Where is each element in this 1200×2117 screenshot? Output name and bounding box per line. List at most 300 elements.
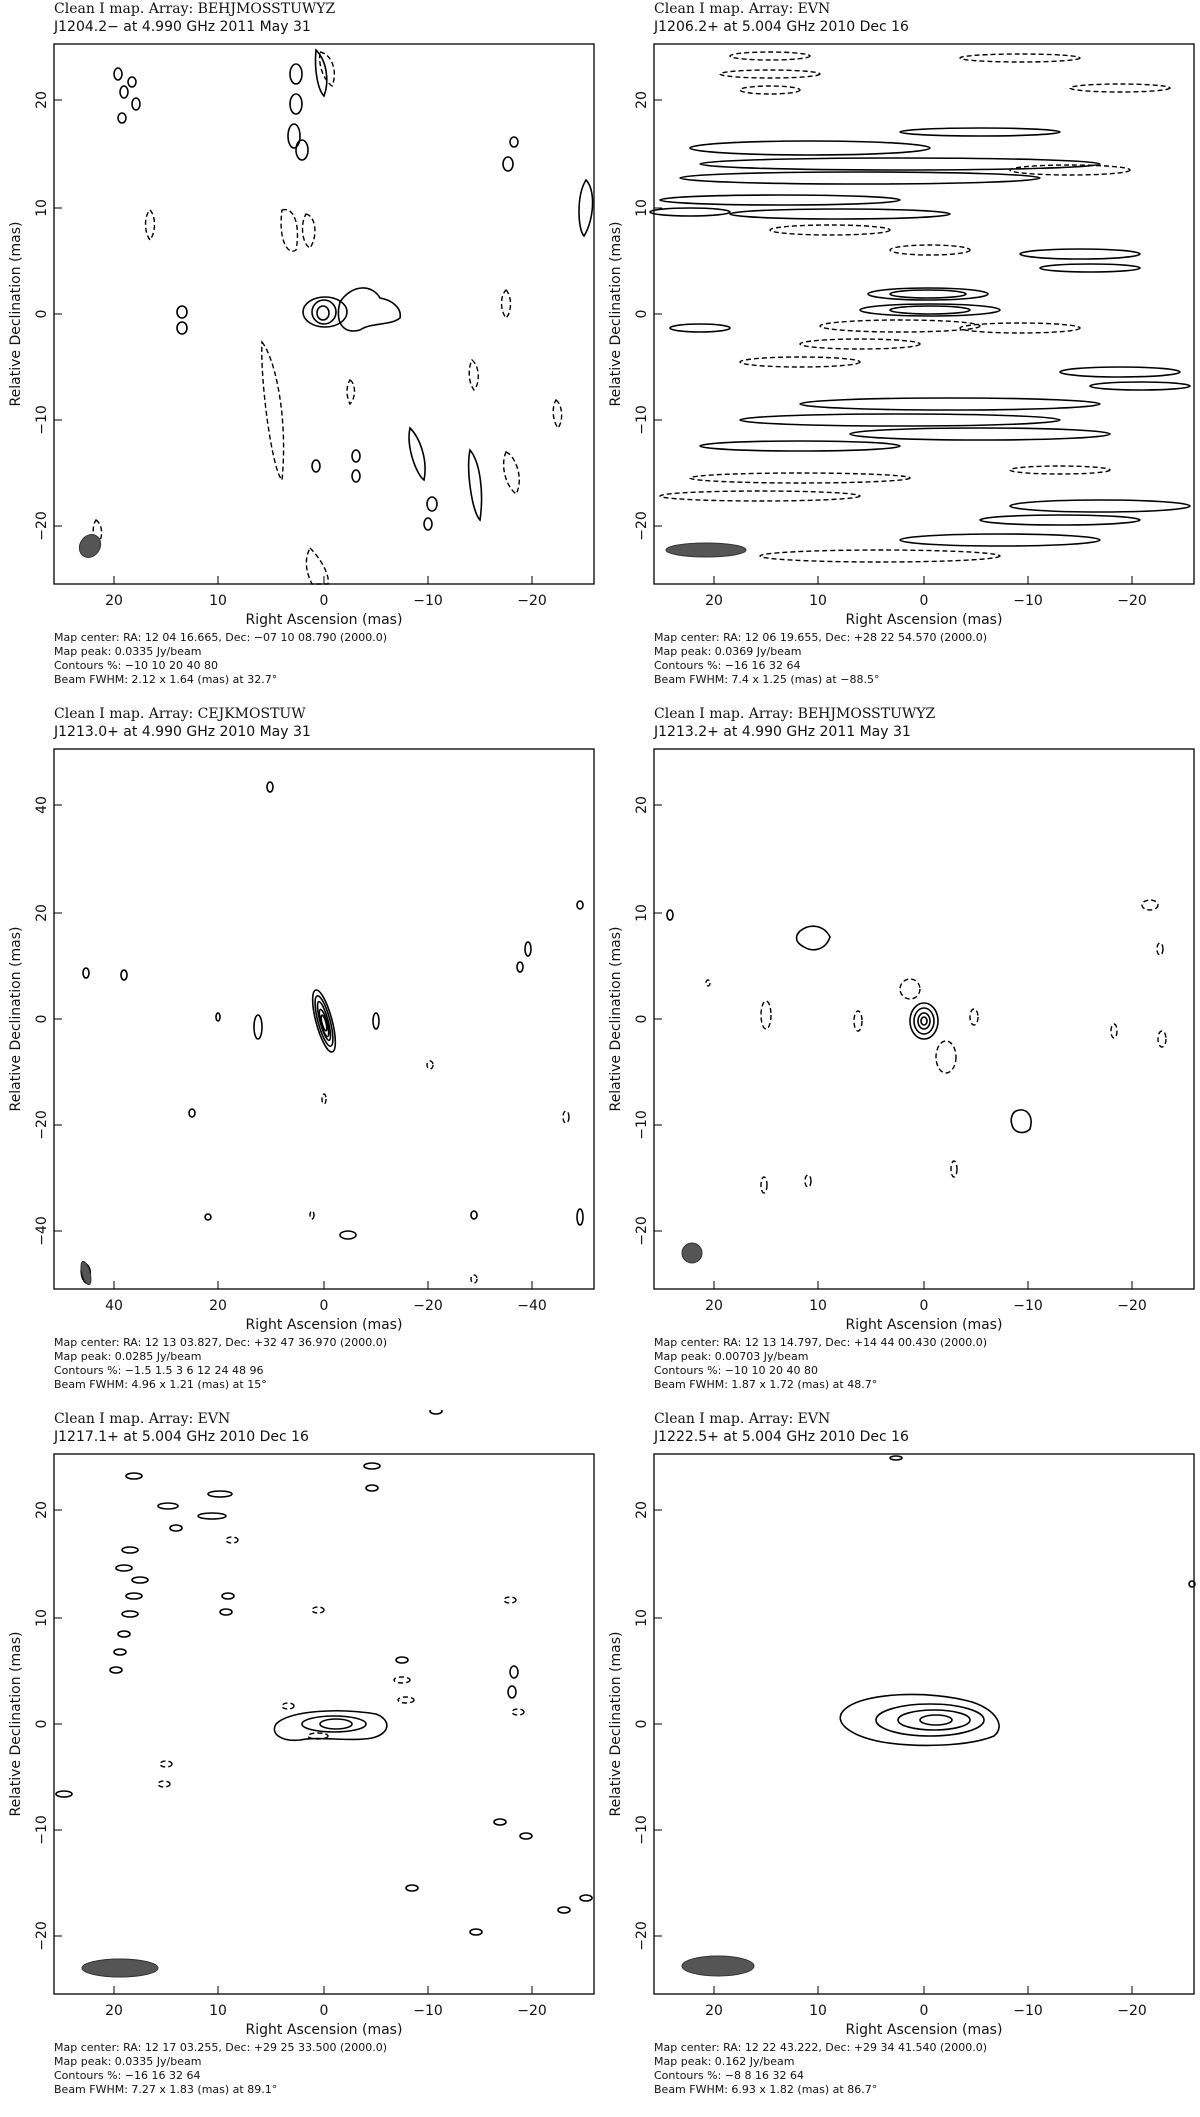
- contours-text: Contours %: −16 16 32 64: [54, 2069, 201, 2082]
- negative-contour: [563, 1111, 569, 1123]
- x-ticks: [705, 1986, 1147, 2019]
- negative-contour: [226, 1537, 238, 1543]
- negative-contour: [900, 979, 920, 999]
- x-tick-label: −10: [413, 2003, 443, 2019]
- negative-contour: [660, 491, 860, 501]
- x-tick-label: −10: [1013, 593, 1043, 609]
- positive-contour: [730, 209, 950, 219]
- x-tick-label: −20: [517, 593, 547, 609]
- map-center-text: Map center: RA: 12 13 03.827, Dec: +32 47 36.970 (2000.0): [54, 1336, 388, 1349]
- x-ticks: [105, 1986, 547, 2019]
- x-tick-label: 20: [105, 2003, 123, 2019]
- y-ticks: [634, 91, 662, 541]
- y-tick-label: 0: [634, 1014, 650, 1024]
- positive-contour: [918, 1013, 930, 1029]
- panel-subtitle: J1222.5+ at 5.004 GHz 2010 Dec 16: [654, 1429, 909, 1445]
- x-tick-label: −20: [517, 2003, 547, 2019]
- positive-contour: [525, 942, 531, 956]
- positive-contour: [288, 124, 300, 148]
- contours: [650, 52, 1190, 562]
- negative-contour: [158, 1781, 170, 1787]
- y-tick-label: 20: [634, 91, 650, 109]
- x-tick-label: 10: [209, 593, 227, 609]
- positive-contour: [558, 1907, 570, 1913]
- positive-contour: [700, 158, 1100, 170]
- negative-contour: [504, 452, 520, 494]
- x-axis-label: Right Ascension (mas): [245, 1317, 403, 1333]
- beam-shape: [666, 543, 746, 557]
- x-tick-label: 20: [705, 593, 723, 609]
- plot-frame: [54, 1454, 594, 1994]
- beam-shape: [82, 1959, 158, 1977]
- x-tick-label: 0: [319, 593, 329, 609]
- positive-contour: [114, 68, 122, 80]
- contour-map: [0, 1410, 600, 2115]
- negative-contour: [1010, 466, 1110, 474]
- negative-contour: [394, 1677, 410, 1683]
- positive-contour: [503, 157, 513, 171]
- negative-contour: [512, 1709, 524, 1715]
- positive-contour: [850, 428, 1110, 440]
- positive-contour: [189, 1109, 195, 1117]
- positive-contour: [650, 208, 730, 216]
- x-tick-label: 0: [919, 2003, 929, 2019]
- negative-contour: [469, 360, 478, 390]
- y-tick-label: 0: [34, 309, 50, 319]
- y-tick-label: −20: [634, 511, 650, 541]
- y-axis-label: Relative Declination (mas): [608, 1631, 624, 1817]
- positive-contour: [580, 1895, 592, 1901]
- negative-contour: [1070, 84, 1170, 92]
- contours-text: Contours %: −10 10 20 40 80: [54, 659, 218, 672]
- plot-frame: [54, 44, 594, 584]
- negative-contour: [281, 210, 297, 252]
- negative-contour: [970, 1009, 978, 1025]
- beam-ellipse: [682, 1956, 754, 1976]
- positive-contour: [660, 195, 900, 205]
- positive-contour: [290, 64, 302, 84]
- positive-contour: [118, 1631, 130, 1637]
- x-axis-label: Right Ascension (mas): [245, 612, 403, 628]
- positive-contour: [1060, 367, 1180, 377]
- positive-contour: [220, 1609, 232, 1615]
- y-tick-label: 10: [634, 1609, 650, 1627]
- positive-contour: [430, 1410, 442, 1414]
- contours-text: Contours %: −16 16 32 64: [654, 659, 801, 672]
- negative-contour: [890, 245, 970, 255]
- positive-contour: [670, 324, 730, 332]
- positive-contour: [177, 306, 187, 318]
- y-tick-label: −10: [634, 1110, 650, 1140]
- positive-contour: [56, 1791, 72, 1797]
- positive-contour: [83, 968, 89, 978]
- positive-contour: [198, 1513, 226, 1519]
- positive-contour: [320, 1719, 352, 1729]
- positive-contour: [267, 782, 273, 792]
- contours-text: Contours %: −10 10 20 40 80: [654, 1364, 818, 1377]
- contour-map: [600, 1410, 1200, 2115]
- x-tick-label: 20: [105, 593, 123, 609]
- positive-contour: [132, 1577, 148, 1583]
- positive-contour: [118, 113, 126, 123]
- beam-ellipse: [666, 543, 746, 557]
- negative-contour: [936, 1041, 956, 1073]
- negative-contour: [730, 52, 810, 60]
- contours: [56, 1410, 592, 1935]
- x-tick-label: −40: [517, 1298, 547, 1314]
- map-peak-text: Map peak: 0.0335 Jy/beam: [54, 2055, 202, 2068]
- negative-contour: [720, 70, 820, 78]
- y-axis-label: Relative Declination (mas): [8, 221, 24, 407]
- beam-shape: [682, 1956, 754, 1976]
- contour-map: [600, 0, 1200, 705]
- negative-contour: [1142, 900, 1158, 910]
- x-tick-label: −20: [413, 1298, 443, 1314]
- y-tick-label: 0: [34, 1719, 50, 1729]
- y-ticks: [34, 91, 62, 541]
- positive-contour: [352, 470, 360, 482]
- x-tick-label: 10: [209, 2003, 227, 2019]
- y-tick-label: −10: [634, 405, 650, 435]
- y-axis-label: Relative Declination (mas): [8, 926, 24, 1112]
- negative-contour: [740, 86, 800, 94]
- panel-title: Clean I map. Array: CEJKMOSTUW: [54, 706, 306, 722]
- map-center-text: Map center: RA: 12 06 19.655, Dec: +28 22 54.570 (2000.0): [654, 631, 988, 644]
- map-center-text: Map center: RA: 12 13 14.797, Dec: +14 44 00.430 (2000.0): [654, 1336, 988, 1349]
- positive-contour: [122, 1547, 138, 1553]
- x-ticks: [105, 576, 547, 609]
- panel-subtitle: J1206.2+ at 5.004 GHz 2010 Dec 16: [654, 19, 909, 35]
- panel-title: Clean I map. Array: BEHJMOSSTUWYZ: [654, 706, 936, 722]
- y-tick-label: 10: [634, 199, 650, 217]
- positive-contour: [890, 1456, 902, 1460]
- negative-contour: [312, 1607, 324, 1613]
- negative-contour: [770, 225, 890, 235]
- positive-contour: [1040, 264, 1140, 272]
- negative-contour: [1111, 1024, 1117, 1038]
- x-tick-label: 10: [809, 593, 827, 609]
- negative-contour: [960, 54, 1080, 62]
- positive-contour: [274, 1711, 386, 1740]
- map-panel-j1204: [0, 0, 600, 705]
- negative-contour: [282, 1703, 294, 1709]
- y-tick-label: 20: [634, 796, 650, 814]
- positive-contour: [898, 1710, 970, 1730]
- x-tick-label: −10: [1013, 2003, 1043, 2019]
- negative-contour: [760, 550, 1000, 562]
- beam-fwhm-text: Beam FWHM: 7.27 x 1.83 (mas) at 89.1°: [54, 2083, 278, 2096]
- map-peak-text: Map peak: 0.162 Jy/beam: [654, 2055, 795, 2068]
- positive-contour: [312, 460, 320, 472]
- negative-contour: [800, 339, 920, 349]
- beam-shape: [75, 530, 105, 561]
- positive-contour: [409, 428, 425, 480]
- panel-subtitle: J1213.0+ at 4.990 GHz 2010 May 31: [54, 724, 311, 740]
- positive-contour: [340, 1231, 356, 1239]
- beam-ellipse: [75, 530, 105, 561]
- y-tick-label: 20: [34, 91, 50, 109]
- y-ticks: [634, 1501, 662, 1951]
- map-peak-text: Map peak: 0.0335 Jy/beam: [54, 645, 202, 658]
- panel-subtitle: J1217.1+ at 5.004 GHz 2010 Dec 16: [54, 1429, 309, 1445]
- y-tick-label: 0: [634, 1719, 650, 1729]
- panel-title: Clean I map. Array: BEHJMOSSTUWYZ: [54, 1, 336, 17]
- contours: [93, 50, 592, 584]
- x-tick-label: 20: [705, 2003, 723, 2019]
- y-axis-label: Relative Declination (mas): [8, 1631, 24, 1817]
- positive-contour: [158, 1503, 178, 1509]
- y-tick-label: 0: [34, 1014, 50, 1024]
- negative-contour: [740, 357, 860, 367]
- positive-contour: [1011, 1110, 1031, 1133]
- positive-contour: [120, 86, 128, 98]
- negative-contour: [502, 290, 511, 318]
- positive-contour: [1090, 382, 1190, 390]
- y-axis-label: Relative Declination (mas): [608, 926, 624, 1112]
- positive-contour: [427, 497, 437, 511]
- x-tick-label: 10: [809, 1298, 827, 1314]
- positive-contour: [222, 1593, 234, 1599]
- x-tick-label: 20: [705, 1298, 723, 1314]
- y-tick-label: −20: [34, 1110, 50, 1140]
- positive-contour: [690, 141, 930, 155]
- positive-contour: [890, 306, 970, 314]
- negative-contour: [805, 1175, 811, 1187]
- negative-contour: [504, 1597, 516, 1603]
- contours: [667, 900, 1166, 1193]
- y-ticks: [34, 796, 62, 1246]
- positive-contour: [396, 1657, 408, 1663]
- positive-contour: [470, 1929, 482, 1935]
- y-axis-label: Relative Declination (mas): [608, 221, 624, 407]
- positive-contour: [680, 172, 1040, 184]
- positive-contour: [980, 515, 1140, 525]
- contour-map: [0, 705, 600, 1410]
- positive-contour: [520, 1833, 532, 1839]
- positive-contour: [800, 398, 1100, 410]
- x-ticks: [105, 1281, 547, 1314]
- y-tick-label: 10: [34, 1609, 50, 1627]
- y-tick-label: −10: [34, 405, 50, 435]
- contours: [840, 1456, 1195, 1745]
- negative-contour: [690, 473, 910, 483]
- positive-contour: [315, 50, 326, 96]
- negative-contour: [951, 1161, 957, 1177]
- positive-contour: [424, 518, 432, 530]
- negative-contour: [427, 1061, 433, 1069]
- x-tick-label: 0: [319, 2003, 329, 2019]
- y-tick-label: −20: [34, 1921, 50, 1951]
- negative-contour: [761, 1177, 767, 1193]
- positive-contour: [290, 94, 302, 114]
- beam-shape: [682, 1243, 702, 1263]
- positive-contour: [216, 1013, 220, 1021]
- positive-contour: [406, 1885, 418, 1891]
- x-tick-label: −10: [413, 593, 443, 609]
- map-panel-j1213-0: [0, 705, 600, 1410]
- positive-contour: [205, 1214, 211, 1220]
- map-panel-j1217: [0, 1410, 600, 2115]
- map-center-text: Map center: RA: 12 17 03.255, Dec: +29 25 33.500 (2000.0): [54, 2041, 388, 2054]
- negative-contour: [1158, 1031, 1166, 1047]
- positive-contour: [114, 1649, 126, 1655]
- positive-contour: [579, 180, 593, 236]
- positive-contour: [921, 1017, 927, 1025]
- x-ticks: [705, 576, 1147, 609]
- positive-contour: [517, 962, 523, 972]
- map-panel-j1222: [600, 1410, 1200, 2115]
- panel-subtitle: J1204.2− at 4.990 GHz 2011 May 31: [54, 19, 311, 35]
- beam-fwhm-text: Beam FWHM: 1.87 x 1.72 (mas) at 48.7°: [654, 1378, 878, 1391]
- positive-contour: [510, 137, 518, 147]
- negative-contour: [310, 1211, 314, 1219]
- y-tick-label: −40: [34, 1216, 50, 1246]
- y-tick-label: −20: [634, 1216, 650, 1246]
- positive-contour: [126, 1473, 142, 1479]
- x-ticks: [705, 1281, 1147, 1314]
- positive-contour: [508, 1686, 516, 1698]
- negative-contour: [553, 400, 561, 428]
- negative-contour: [398, 1697, 414, 1703]
- negative-contour: [471, 1275, 477, 1283]
- positive-contour: [308, 988, 340, 1054]
- positive-contour: [510, 1666, 518, 1678]
- contours-text: Contours %: −8 8 16 32 64: [654, 2069, 804, 2082]
- x-tick-label: 0: [319, 1298, 329, 1314]
- negative-contour: [160, 1761, 172, 1767]
- y-tick-label: 40: [34, 796, 50, 814]
- positive-contour: [890, 290, 966, 298]
- y-ticks: [34, 1501, 62, 1951]
- beam-fwhm-text: Beam FWHM: 4.96 x 1.21 (mas) at 15°: [54, 1378, 267, 1391]
- positive-contour: [469, 450, 482, 520]
- x-tick-label: 10: [809, 2003, 827, 2019]
- positive-contour: [116, 1565, 132, 1571]
- positive-contour: [366, 1485, 378, 1491]
- map-peak-text: Map peak: 0.00703 Jy/beam: [654, 1350, 809, 1363]
- contours-text: Contours %: −1.5 1.5 3 6 12 24 48 96: [54, 1364, 264, 1377]
- map-center-text: Map center: RA: 12 04 16.665, Dec: −07 10 08.790 (2000.0): [54, 631, 388, 644]
- map-panel-j1213-2: [600, 705, 1200, 1410]
- plot-frame: [654, 749, 1194, 1289]
- positive-contour: [920, 1715, 952, 1725]
- beam-ellipse: [682, 1243, 702, 1263]
- panel-title: Clean I map. Array: EVN: [654, 1, 831, 17]
- positive-contour: [797, 926, 830, 950]
- x-axis-label: Right Ascension (mas): [845, 2022, 1003, 2038]
- positive-contour: [208, 1491, 232, 1497]
- panel-title: Clean I map. Array: EVN: [54, 1411, 231, 1427]
- positive-contour: [1010, 500, 1190, 512]
- y-tick-label: −10: [634, 1815, 650, 1845]
- positive-contour: [364, 1463, 380, 1469]
- positive-contour: [740, 414, 1060, 426]
- positive-contour: [110, 1667, 122, 1673]
- positive-contour: [667, 910, 673, 920]
- map-peak-text: Map peak: 0.0369 Jy/beam: [654, 645, 802, 658]
- positive-contour: [700, 441, 900, 451]
- y-tick-label: −20: [634, 1921, 650, 1951]
- positive-contour: [352, 450, 360, 462]
- negative-contour: [303, 214, 315, 248]
- y-tick-label: 20: [634, 1501, 650, 1519]
- positive-contour: [876, 1704, 984, 1736]
- positive-contour: [170, 1525, 182, 1531]
- beam-fwhm-text: Beam FWHM: 6.93 x 1.82 (mas) at 86.7°: [654, 2083, 878, 2096]
- negative-contour: [262, 342, 284, 480]
- beam-fwhm-text: Beam FWHM: 2.12 x 1.64 (mas) at 32.7°: [54, 673, 278, 686]
- beam-fwhm-text: Beam FWHM: 7.4 x 1.25 (mas) at −88.5°: [654, 673, 880, 686]
- contour-map: [0, 0, 600, 705]
- negative-contour: [820, 320, 980, 332]
- positive-contour: [132, 98, 140, 110]
- positive-contour: [254, 1015, 262, 1039]
- panel-subtitle: J1213.2+ at 4.990 GHz 2011 May 31: [654, 724, 911, 740]
- positive-contour: [471, 1211, 477, 1219]
- y-tick-label: 10: [634, 904, 650, 922]
- positive-contour: [577, 1209, 583, 1225]
- map-panel-j1206: [600, 0, 1200, 705]
- x-axis-label: Right Ascension (mas): [845, 1317, 1003, 1333]
- positive-contour: [373, 1013, 379, 1029]
- x-tick-label: 20: [209, 1298, 227, 1314]
- contours: [81, 782, 583, 1283]
- y-tick-label: 0: [634, 309, 650, 319]
- beam-ellipse: [82, 1959, 158, 1977]
- panel-title: Clean I map. Array: EVN: [654, 1411, 831, 1427]
- positive-contour: [494, 1819, 506, 1825]
- positive-contour: [128, 77, 136, 87]
- negative-contour: [306, 548, 328, 584]
- map-center-text: Map center: RA: 12 22 43.222, Dec: +29 34 41.540 (2000.0): [654, 2041, 988, 2054]
- positive-contour: [121, 970, 127, 980]
- positive-contour: [1020, 249, 1140, 259]
- contour-component: [338, 288, 400, 331]
- contour-map: [600, 705, 1200, 1410]
- positive-contour: [914, 1008, 934, 1034]
- positive-contour: [900, 128, 1060, 136]
- y-tick-label: 20: [34, 904, 50, 922]
- positive-contour: [900, 534, 1100, 546]
- x-tick-label: 0: [919, 593, 929, 609]
- negative-contour: [854, 1011, 862, 1031]
- y-tick-label: −10: [34, 1815, 50, 1845]
- map-peak-text: Map peak: 0.0285 Jy/beam: [54, 1350, 202, 1363]
- x-axis-label: Right Ascension (mas): [245, 2022, 403, 2038]
- positive-contour: [177, 322, 187, 334]
- x-tick-label: 0: [919, 1298, 929, 1314]
- x-tick-label: 40: [105, 1298, 123, 1314]
- negative-contour: [347, 380, 355, 404]
- negative-contour: [761, 1001, 771, 1029]
- x-tick-label: −20: [1117, 1298, 1147, 1314]
- y-tick-label: 10: [34, 199, 50, 217]
- positive-contour: [296, 140, 308, 160]
- x-tick-label: −20: [1117, 593, 1147, 609]
- negative-contour: [146, 210, 155, 240]
- x-tick-label: −20: [1117, 2003, 1147, 2019]
- negative-contour: [706, 980, 710, 986]
- negative-contour: [322, 1094, 326, 1104]
- positive-contour: [122, 1611, 138, 1617]
- x-tick-label: −10: [1013, 1298, 1043, 1314]
- positive-contour: [577, 901, 583, 909]
- positive-contour: [126, 1593, 142, 1599]
- y-tick-label: −20: [34, 511, 50, 541]
- y-tick-label: 20: [34, 1501, 50, 1519]
- contour-level: [317, 306, 329, 320]
- y-ticks: [634, 796, 662, 1246]
